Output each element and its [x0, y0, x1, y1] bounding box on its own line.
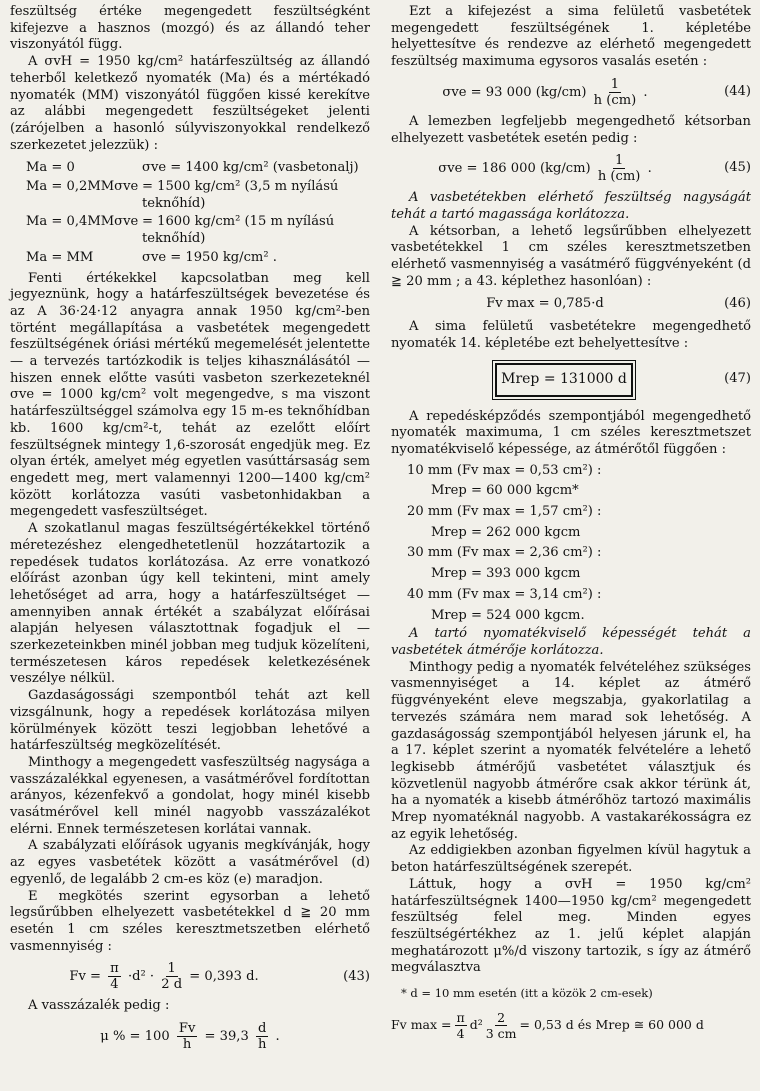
numerator: 1: [610, 76, 620, 92]
numerator: Fv: [178, 1021, 196, 1037]
fraction: [256, 1021, 268, 1052]
fraction: [598, 153, 641, 184]
denominator: 4: [456, 1025, 465, 1041]
fraction: [177, 1021, 197, 1052]
paragraph: A sima felületű vasbetétekre megengedhető nyomaték 14. képletébe ezt behelyettesítve :: [391, 319, 751, 351]
paragraph: E megkötés szerint egysorban a lehető legsűrűbben elhelyezett vasbetétekkel d ≧ 20 mm esetén 1 cm széles keresztmetszetben elérhető vasmennyiség :: [10, 888, 370, 954]
stress-row: [26, 160, 370, 177]
value-row-moment: Mrep = 60 000 kgcm*: [431, 483, 579, 499]
right-column: [391, 4, 751, 1041]
paragraph: A vasbetétekben elérhető feszültség nagyságát tehát a tartó magassága korlátozza.: [391, 190, 751, 222]
paragraph: Minthogy pedig a nyomaték felvételéhez szükséges vasmennyiséget a 14. képlet az átmérő függvényeként eleve megszabja, gyakorlatilag a tervezés számára nem marad sok lehetőség. A gazdaságosság szempontjából helyesen járunk el, ha a 17. képlet szerint a nyomaték felvételére a lehető legkisebb átmérőjű vasbetétet választjuk és közvetlenül nagyobb átmérőre csak akkor térünk át, ha a nyomaték a kisebb átmérőhöz tartozó maximális Mrep nyomatéknál nagyobb. A vastakarékosságra ez az egyik lehetőség.: [391, 659, 751, 842]
fraction: [486, 1010, 517, 1041]
denominator: h (cm): [593, 92, 637, 108]
eq-text: .: [643, 84, 648, 100]
stress-table: [10, 160, 370, 266]
value-row-moment: Mrep = 262 000 kgcm: [431, 524, 581, 540]
paragraph: Gazdaságossági szempontból tehát azt kell vizsgálnunk, hogy a repedések korlátozása milyen körülmények között teszi legjobban lehetővé a határfeszültség megközelítését.: [10, 688, 370, 754]
stress-row: [26, 214, 370, 247]
denominator: h: [257, 1037, 267, 1053]
boxed-equation: [495, 363, 633, 397]
row-lhs: Ma = 0,4MMσve: [26, 214, 139, 230]
value-row-label: 30 mm (Fv max = 2,36 cm²) :: [407, 545, 602, 561]
eq-text: Fv max =: [391, 1016, 452, 1032]
eq-text: = 0,53 d és Mrep ≅ 60 000 d: [519, 1016, 704, 1032]
row-lhs: Ma = 0: [26, 160, 75, 176]
value-row-moment: Mrep = 393 000 kgcm: [431, 566, 581, 582]
value-row-label: 20 mm (Fv max = 1,57 cm²) :: [407, 504, 602, 520]
denominator: 4: [110, 977, 119, 993]
eq-text: = 0,393 d.: [189, 969, 259, 985]
equation-number: (47): [724, 371, 751, 387]
paragraph: A repedésképződés szempontjából megengedhető nyomaték maximuma, 1 cm széles keresztmetszet nyomatékviselő képessége, az átmérőtől függően :: [391, 408, 751, 457]
eq-text: .: [647, 161, 652, 177]
eq-text: = 39,3: [204, 1029, 249, 1045]
value-row-moment: Mrep = 524 000 kgcm.: [431, 607, 585, 623]
numerator: π: [456, 1009, 465, 1025]
eq-text: μ % = 100: [100, 1029, 170, 1045]
paragraph: Minthogy a megengedett vasfeszültség nagysága a vasszázalékkal egyenesen, a vasátmérővel fordítottan arányos, kézenfekvő a gondolat, hogy minél kisebb vasátmérővel kell minél nagyobb vasszázalékot elérni. Ennek természetesen korlátai vannak.: [10, 754, 370, 837]
eq-text: Fv =: [69, 969, 101, 985]
equation-number: (43): [343, 968, 370, 984]
paragraph: A vasszázalék pedig :: [28, 998, 170, 1014]
stress-row: [26, 250, 370, 267]
equation-percent: [10, 1021, 370, 1052]
eq-text: Fv max = 0,785·d: [486, 296, 604, 312]
numerator: π: [110, 961, 119, 977]
eq-text: ·d² ·: [127, 969, 155, 985]
equation-number: (46): [724, 296, 751, 312]
row-lhs: Ma = MM: [26, 249, 94, 265]
equation-45: [391, 153, 751, 184]
value-row-label: 40 mm (Fv max = 3,14 cm²) :: [407, 586, 602, 602]
paragraph: Az eddigiekben azonban figyelmen kívül hagytuk a beton határfeszültségének szerepét.: [391, 843, 751, 876]
denominator: 2 d: [161, 977, 183, 993]
equation-46: [391, 296, 751, 313]
row-lhs: Ma = 0,2MMσve: [26, 179, 139, 195]
stress-row: [26, 179, 370, 212]
fraction: [455, 1010, 467, 1041]
equation-44: [391, 77, 751, 108]
denominator: h (cm): [597, 169, 641, 185]
paragraph: A szabályzati előírások ugyanis megkívánják, hogy az egyes vasbetétek között a vasátmérővel (d) egyenlő, de legalább 2 cm-es köz (e) maradjon.: [10, 838, 370, 887]
paragraph: Láttuk, hogy a σvH = 1950 kg/cm² határfeszültségnek 1400—1950 kg/cm² megengedett feszültség felel meg. Minden egyes feszültségértékhez az 1. jelű képlet alapján meghatározott μ%/d viszony tartozik, s így az átmérő megválasztva: [391, 876, 751, 976]
footnote: * d = 10 mm esetén (itt a közök 2 cm-esek): [401, 986, 653, 1001]
footnote-equation: [391, 1010, 751, 1041]
numerator: 1: [614, 153, 624, 169]
denominator: 3 cm: [485, 1025, 517, 1041]
paragraph: A kétsorban, a lehető legsűrűbben elhelyezett vasbetétekkel 1 cm széles keresztmetszetben elérhető vasmennyiség a vasátmérő függvényeként (d ≧ 20 mm ; a 43. képlethez hasonlóan) :: [391, 223, 751, 289]
eq-text: .: [275, 1029, 280, 1045]
paragraph: A szokatlanul magas feszültségértékekkel történő méretezéshez elengedhetetlenül hozzátartozik a repedések tudatos korlátozása. Az erre vonatkozó előírást azonban úgy kell tekinteni, mint amely lehetőséget ad arra, hogy a határfeszültséget — amennyiben annak értékét a szabályzat előírásai alapján helyesen választottnak fogadjuk el — szerkezeteinkben minél jobban meg tudjuk közelíteni, természetesen káros repedések keletkezésének veszélye nélkül.: [10, 521, 370, 687]
denominator: h: [182, 1037, 192, 1053]
equation-43: [10, 961, 370, 992]
row-rhs: σve = 1400 kg/cm² (vasbetonalj): [142, 160, 359, 176]
row-rhs: σve = 1950 kg/cm² .: [142, 249, 277, 265]
paragraph: feszültség értéke megengedett feszültségként kifejezve a hasznos (mozgó) és az állandó teher viszonyától függ.: [10, 4, 370, 53]
paragraph: Fenti értékekkel kapcsolatban meg kell jegyeznünk, hogy a határfeszültségek bevezetése és az A 36·24·12 anyagra annak 1950 kg/cm²-ben történt megállapítása a vasbetétek megengedett feszültségének óriási mértékű megemelését jelentette — a tervezés tartózkodik is teljes kihasználásától — hiszen ennek előtte vasúti vasbeton szerkezeteknél σve = 1000 kg/cm² volt megengedve, s ma viszont határfeszültséggel számolva egy 15 m-es teknőhídban kb. 1600 kg/cm²-t, tehát az ezelőtt előírt feszültségnek mintegy 1,6-szorosát engedjük meg. Ez olyan érték, amelyet még egyetlen vasúttársaság sem engedett meg, mert valamennyi 1200—1400 kg/cm² között korlátozza vasúti vasbetonhidakban a megengedett vasfeszültséget.: [10, 270, 370, 520]
numerator: 1: [167, 961, 176, 977]
equation-47: [391, 363, 751, 397]
eq-text: d²: [469, 1016, 483, 1032]
fraction: [594, 77, 637, 108]
row-rhs: = 1500 kg/cm² (3,5 m nyílású teknőhíd): [142, 179, 339, 211]
eq-text: Mrep = 131000 d: [501, 371, 627, 388]
eq-text: σve = 186 000 (kg/cm): [438, 161, 591, 177]
row-rhs: = 1600 kg/cm² (15 m nyílású teknőhíd): [142, 214, 335, 247]
numerator: 2: [497, 1009, 506, 1025]
paragraph: A σvH = 1950 kg/cm² határfeszültség az állandó teherből keletkező nyomaték (Ma) és a mértékadó nyomaték (MM) viszonyától függően kissé kerekítve az alábbi megengedett feszültségeket jelenti (zárójelben a hasonló súlyviszonyokkal rendelkező szerkezetet jelezzük) :: [10, 54, 370, 153]
paragraph: A tartó nyomatékviselő képességét tehát a vasbetétek átmérője korlátozza.: [391, 626, 751, 658]
paragraph: Ezt a kifejezést a sima felületű vasbetétek megengedett feszültségének 1. képletébe helyettesítve és rendezve az elérhető megengedett feszültség maximuma egysoros vasalás esetén :: [391, 4, 751, 70]
eq-text: σve = 93 000 (kg/cm): [442, 84, 587, 100]
fraction: [108, 961, 121, 992]
equation-number: (45): [724, 160, 751, 176]
equation-number: (44): [724, 83, 751, 99]
value-row-label: 10 mm (Fv max = 0,53 cm²) :: [407, 462, 602, 478]
paragraph: A lemezben legfeljebb megengedhető kétsorban elhelyezett vasbetétek esetén pedig :: [391, 113, 751, 146]
left-column: [10, 4, 370, 1058]
moment-values: [391, 463, 751, 625]
fraction: [161, 961, 182, 992]
numerator: d: [257, 1021, 267, 1037]
